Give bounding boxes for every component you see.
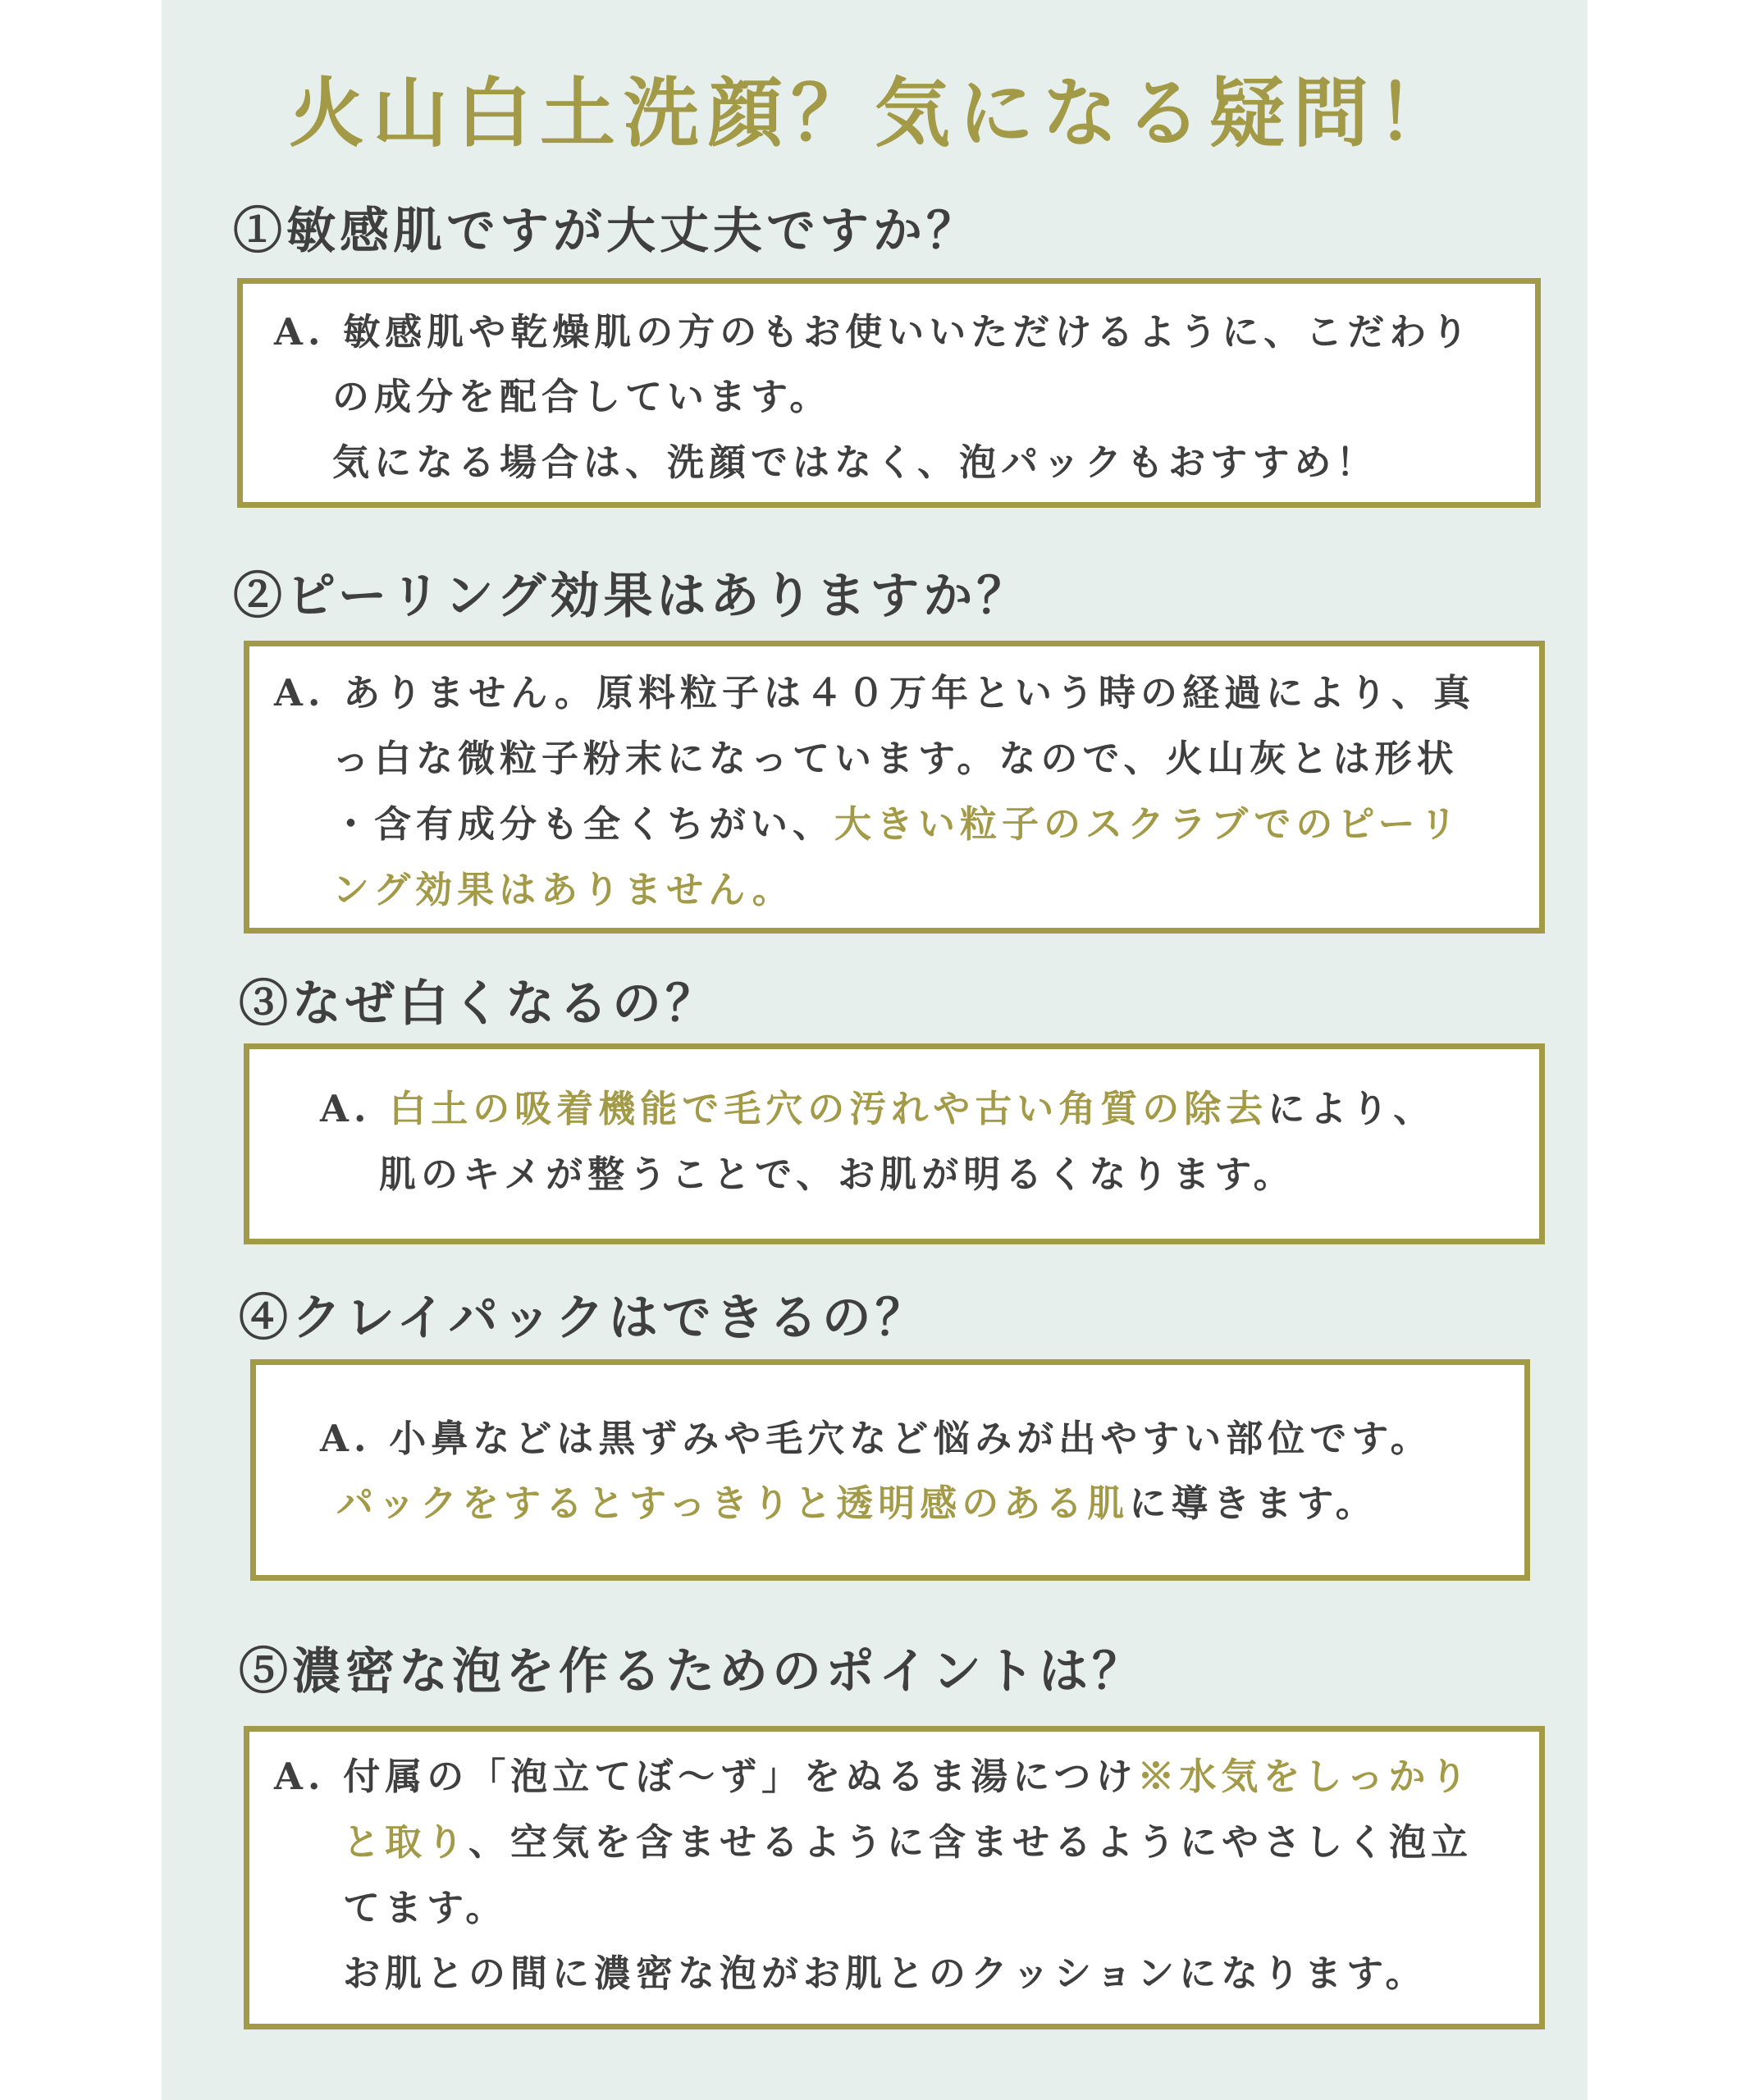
answer-1-line-1 xyxy=(274,308,1473,357)
answer-2-text-1: ありません。原料粒子は４０万年という時の経過により、真 xyxy=(343,671,1475,714)
question-5: ⑤濃密な泡を作るためのポイントは？ xyxy=(239,1643,1145,1701)
answer-box-3 xyxy=(244,1043,1545,1244)
answer-5-line-1 xyxy=(274,1752,1472,1801)
question-3: ③なぜ白くなるの？ xyxy=(239,975,719,1033)
answer-2-line-1 xyxy=(274,669,1475,718)
answer-2-highlight-2: ング効果はありません。 xyxy=(332,868,794,911)
answer-1-text-1: 敏感肌や乾燥肌の方のもお使いいただけるように、こだわり xyxy=(343,310,1474,354)
answer-4-line-1 xyxy=(320,1414,1432,1463)
answer-2-line-2: っ白な微粒子粉末になっています。なので、火山灰とは形状 xyxy=(332,737,1459,780)
answer-5-text-2: 、空気を含ませるように含ませるようにやさしく泡立 xyxy=(468,1820,1474,1864)
answer-prefix: A. xyxy=(320,1087,372,1130)
answer-5-line-4: お肌との間に濃密な泡がお肌とのクッションになります。 xyxy=(343,1952,1428,1995)
answer-5-text-1: 付属の「泡立てぼ〜ず」をぬるま湯につけ xyxy=(343,1755,1138,1798)
answer-5-highlight-2: と取り xyxy=(343,1820,469,1864)
answer-2-line-3 xyxy=(332,800,1462,849)
answer-2-text-3: ・含有成分も全くちがい、 xyxy=(332,802,835,846)
question-4: ④クレイパックはできるの？ xyxy=(239,1290,929,1347)
answer-5-line-3: てます。 xyxy=(343,1886,508,1929)
answer-3-text-1: により、 xyxy=(1268,1087,1436,1130)
question-1: ①敏感肌ですが大丈夫ですか？ xyxy=(233,203,980,260)
answer-prefix: A. xyxy=(274,671,326,714)
answer-4-text-2: に導きます。 xyxy=(1129,1481,1378,1525)
answer-1-line-3: 気になる場合は、洗顔ではなく、泡パックもおすすめ！ xyxy=(332,441,1378,484)
page-title: 火山白土洗顔？気になる疑問！ xyxy=(288,69,1460,158)
answer-3-highlight: 白土の吸着機能で毛穴の汚れや古い角質の除去 xyxy=(389,1087,1268,1130)
answer-4-line-2 xyxy=(336,1479,1378,1528)
answer-box-4 xyxy=(250,1359,1530,1581)
answer-3-line-2: 肌のキメが整うことで、お肌が明るくなります。 xyxy=(379,1153,1295,1196)
answer-3-line-1 xyxy=(320,1084,1435,1134)
answer-prefix: A. xyxy=(274,1755,326,1798)
answer-2-highlight-1: 大きい粒子のスクラブでのピーリ xyxy=(834,802,1462,846)
answer-5-line-2 xyxy=(343,1818,1473,1867)
answer-4-highlight: パックをするとすっきりと透明感のある肌 xyxy=(336,1481,1130,1525)
answer-prefix: A. xyxy=(274,310,326,354)
answer-4-text-1: 小鼻などは黒ずみや毛穴など悩みが出やすい部位です。 xyxy=(389,1417,1432,1460)
answer-1-line-2: の成分を配合しています。 xyxy=(332,375,832,418)
question-2: ②ピーリング効果はありますか？ xyxy=(233,568,1030,625)
answer-5-highlight-1: ※水気をしっかり xyxy=(1137,1755,1473,1798)
answer-prefix: A. xyxy=(320,1417,372,1460)
